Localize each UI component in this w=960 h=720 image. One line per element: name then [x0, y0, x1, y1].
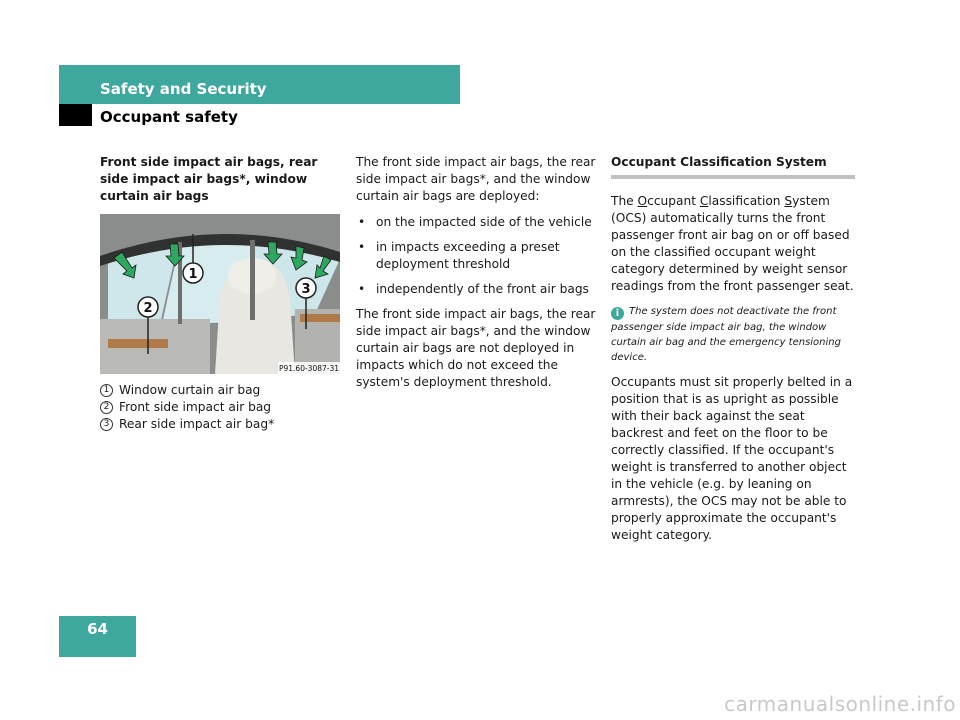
caption-text: Front side impact air bag [119, 400, 272, 414]
bullet-item: • independently of the front air bags [358, 282, 589, 296]
deployment-intro: The front side impact air bags, the rear side impact air bags*, and the window curtain air bags are deployed: [356, 155, 596, 203]
caption-number: 2 [100, 401, 113, 414]
deployment-outro: The front side impact air bags, the rear side impact air bags*, and the window curtain air bags are not deployed in impacts which do not exceed the system's deployment threshold. [356, 307, 596, 389]
column-left [100, 154, 345, 433]
caption-number: 3 [100, 418, 113, 431]
caption-item [100, 416, 345, 433]
svg-text:1: 1 [188, 267, 198, 282]
column-right [611, 154, 855, 553]
figure-code: P91.60-3087-31 [278, 364, 340, 373]
bullet-icon: • [358, 240, 366, 254]
bullet-item: • in impacts exceeding a preset deployment threshold [358, 240, 560, 271]
caption-text: Rear side impact air bag* [119, 417, 275, 431]
callout-3 [296, 278, 316, 298]
info-icon: i [611, 307, 624, 320]
column-middle [356, 154, 596, 400]
svg-text:3: 3 [301, 282, 311, 297]
bullet-icon: • [358, 282, 366, 296]
ocs-paragraph: The Occupant Classification System (OCS) automatically turns the front passenger front air bag on or off based on the classified occupant weight category determined by weight sensor readings from the front passenger seat. [611, 194, 854, 293]
caption-item [100, 382, 345, 399]
subsection-marker [59, 104, 92, 126]
section-title: Safety and Security [100, 80, 267, 98]
caption-number: 1 [100, 384, 113, 397]
ocs-heading: Occupant Classification System [611, 154, 855, 179]
watermark: carmanualsonline.info [724, 692, 956, 716]
svg-text:2: 2 [143, 301, 153, 316]
deployment-conditions [356, 214, 596, 298]
info-note: i The system does not deactivate the front passenger side impact air bag, the window curtain air bag and the emergency tensioning device. [611, 306, 841, 363]
page-number: 64 [87, 620, 108, 638]
seating-paragraph: Occupants must sit properly belted in a position that is as upright as possible with their back against the seat backrest and feet on the floor to be correctly classified. If the occupant's weight is transferred to another object in the vehicle (e.g. by leaning on armrests), the OCS may not be able to properly approximate the occupant's weight category. [611, 375, 853, 542]
callout-1 [183, 263, 203, 283]
airbag-heading: Front side impact air bags, rear side impact air bags*, window curtain air bags [100, 155, 318, 203]
caption-item [100, 399, 345, 416]
callout-2 [138, 297, 158, 317]
subsection-title: Occupant safety [100, 108, 238, 126]
bullet-item: • on the impacted side of the vehicle [358, 215, 592, 229]
caption-text: Window curtain air bag [119, 383, 261, 397]
caption-list [100, 382, 345, 433]
bullet-icon: • [358, 215, 366, 229]
airbag-illustration [100, 214, 340, 374]
